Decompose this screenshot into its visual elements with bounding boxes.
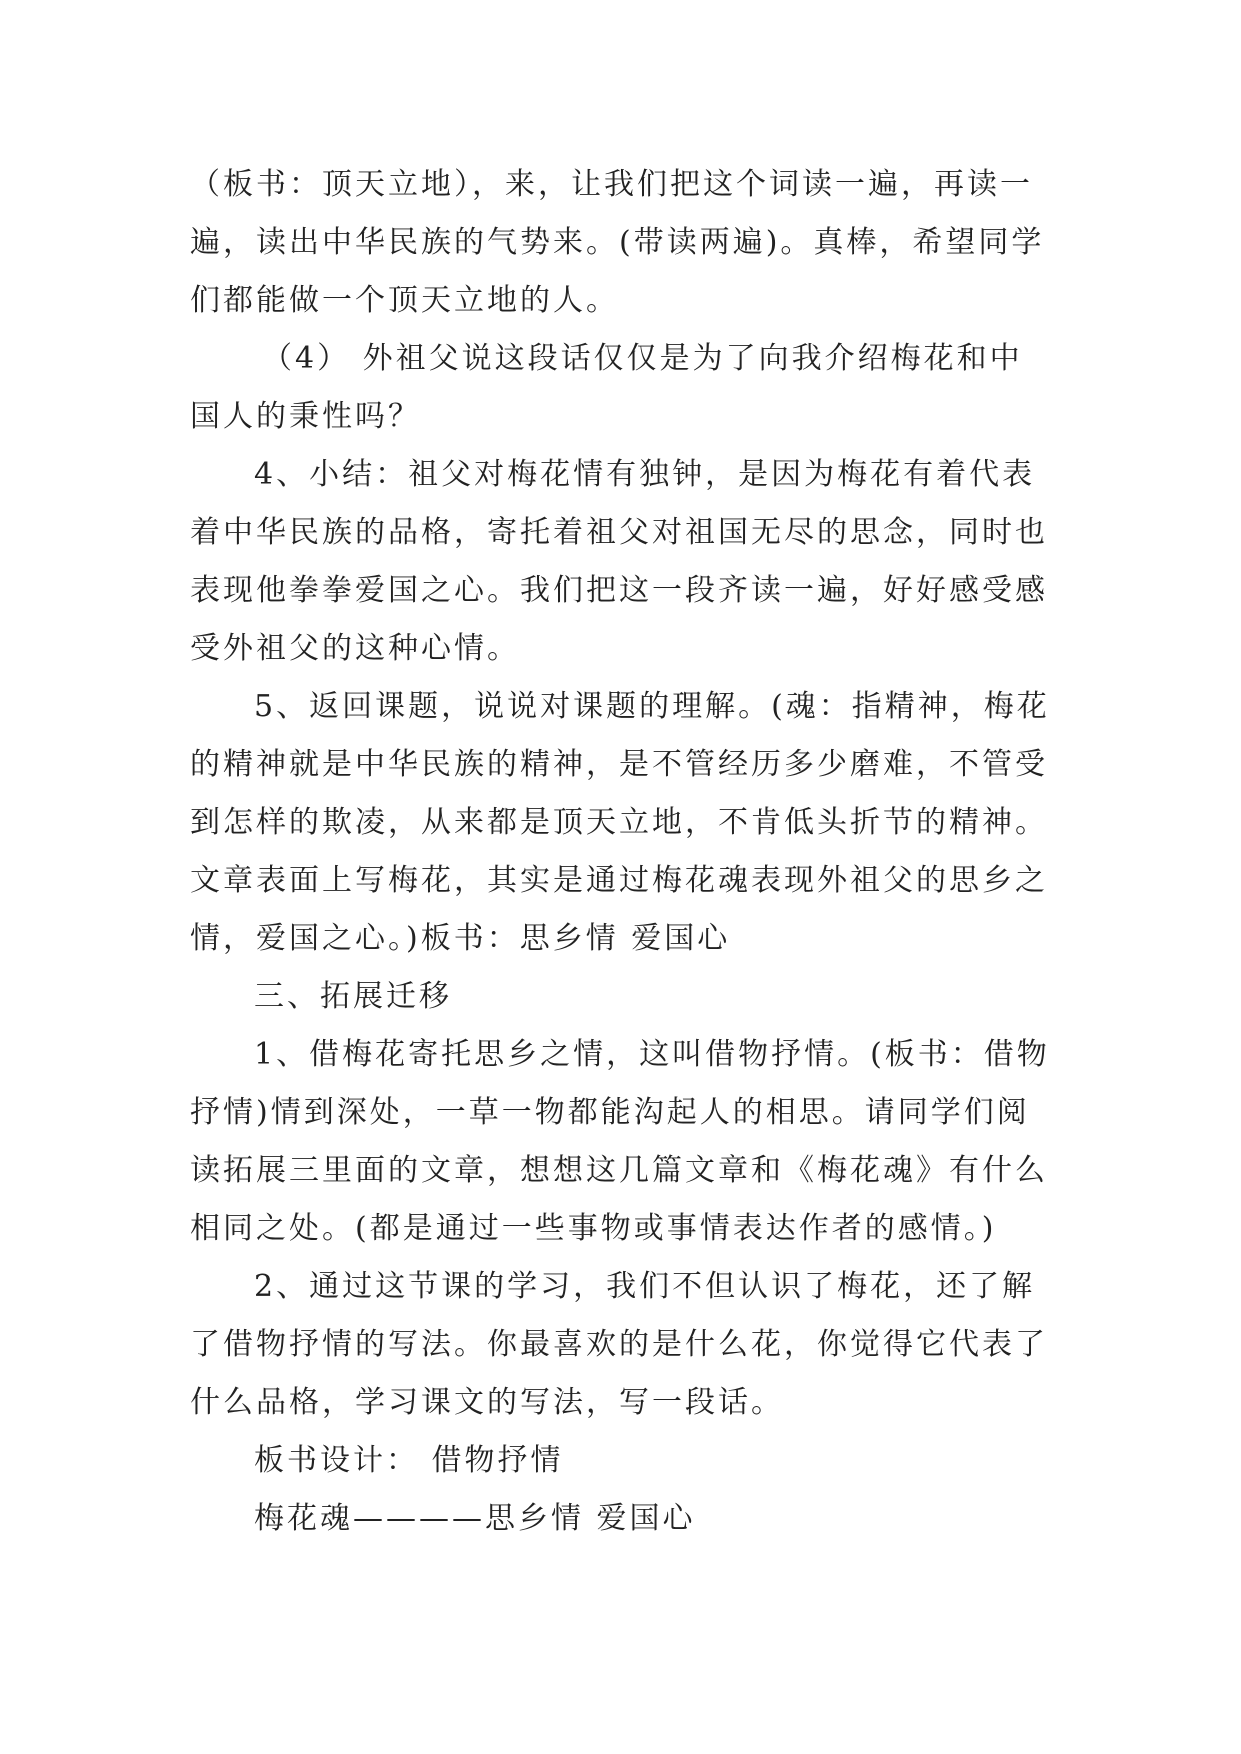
- text-line: 们都能做一个顶天立地的人。: [190, 283, 619, 318]
- text-line: 5、返回课题，说说对课题的理解。(魂：指精神，梅花: [254, 689, 1050, 724]
- board-design-content: [190, 1490, 1050, 1548]
- paragraph-return-topic: [190, 678, 1050, 968]
- text-line: 到怎样的欺凌，从来都是顶天立地，不肯低头折节的精神。: [190, 805, 1048, 840]
- paragraph-summary: [190, 446, 1050, 678]
- text-line: 梅花魂————思乡情 爱国心: [254, 1501, 696, 1536]
- text-line: 遍，读出中华民族的气势来。(带读两遍)。真棒，希望同学: [190, 225, 1045, 260]
- text-line: 什么品格，学习课文的写法，写一段话。: [190, 1385, 784, 1420]
- paragraph-extension-2: [190, 1258, 1050, 1432]
- text-line: 相同之处。(都是通过一些事物或事情表达作者的感情。): [190, 1211, 997, 1246]
- text-line: 表现他拳拳爱国之心。我们把这一段齐读一遍，好好感受感: [190, 573, 1048, 608]
- board-design-label: [190, 1432, 1050, 1490]
- paragraph-board-writing: [190, 156, 1050, 330]
- text-line: 读拓展三里面的文章，想想这几篇文章和《梅花魂》有什么: [190, 1153, 1048, 1188]
- text-line: 文章表面上写梅花，其实是通过梅花魂表现外祖父的思乡之: [190, 863, 1048, 898]
- text-line: 着中华民族的品格，寄托着祖父对祖国无尽的思念，同时也: [190, 515, 1048, 550]
- text-line: 1、借梅花寄托思乡之情，这叫借物抒情。(板书：借物: [254, 1037, 1050, 1072]
- text-line: 三、拓展迁移: [254, 979, 452, 1014]
- paragraph-question-4: [190, 330, 1050, 446]
- section-heading-extension: [190, 968, 1050, 1026]
- text-line: 板书设计： 借物抒情: [254, 1443, 564, 1478]
- text-line: （板书：顶天立地），来，让我们把这个词读一遍，再读一: [190, 167, 1033, 202]
- text-line: 受外祖父的这种心情。: [190, 631, 520, 666]
- text-line: （4） 外祖父说这段话仅仅是为了向我介绍梅花和中: [262, 341, 1023, 376]
- text-line: 的精神就是中华民族的精神，是不管经历多少磨难，不管受: [190, 747, 1048, 782]
- text-line: 4、小结：祖父对梅花情有独钟，是因为梅花有着代表: [254, 457, 1036, 492]
- document-body: [190, 156, 1050, 1548]
- text-line: 抒情)情到深处，一草一物都能沟起人的相思。请同学们阅: [190, 1095, 1030, 1130]
- text-line: 了借物抒情的写法。你最喜欢的是什么花，你觉得它代表了: [190, 1327, 1048, 1362]
- text-line: 国人的秉性吗？: [190, 399, 421, 434]
- text-line: 2、通过这节课的学习，我们不但认识了梅花，还了解: [254, 1269, 1036, 1304]
- paragraph-extension-1: [190, 1026, 1050, 1258]
- text-line: 情，爱国之心。)板书：思乡情 爱国心: [190, 921, 731, 956]
